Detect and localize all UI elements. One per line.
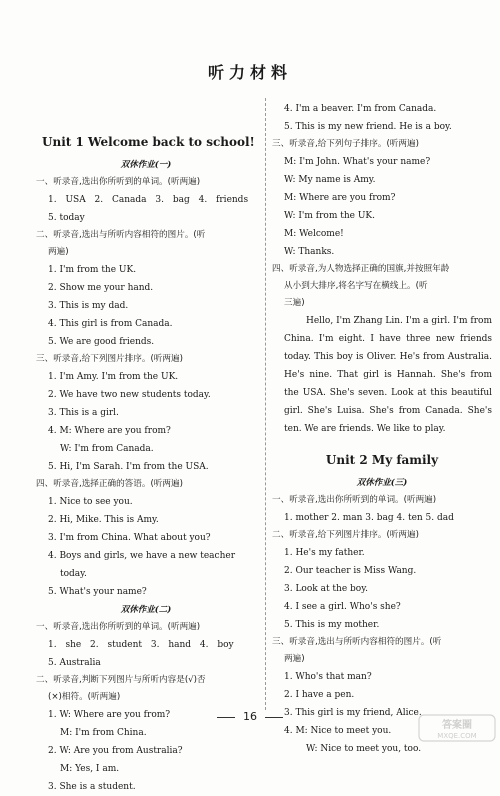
section-title <box>36 227 256 261</box>
section-title-line: 从小到大排序,将名字写在横线上。(听 <box>284 281 428 291</box>
list-item: 3. This girl is my friend, Alice. <box>284 708 422 718</box>
list-item: 5. This is my mother. <box>284 620 380 630</box>
word-list: 5. today <box>48 213 85 223</box>
list-item: 3. This is a girl. <box>48 408 119 418</box>
section-title-line: 三遍) <box>284 298 305 308</box>
dash-left <box>217 717 235 718</box>
list-item: 2. W: Are you from Australia? <box>48 746 183 756</box>
unit-1-title: Unit 1 Welcome back to school! <box>42 135 255 149</box>
homework-1-title: 双休作业(一) <box>120 160 172 170</box>
left-column <box>36 100 256 796</box>
dash-right <box>265 717 283 718</box>
list-item: 1. I'm Amy. I'm from the UK. <box>48 372 179 382</box>
list-item: 2. We have two new students today. <box>48 390 211 400</box>
section-title: 一、听录音,选出你所听到的单词。(听两遍) <box>36 622 201 632</box>
list-item: 2. Hi, Mike. This is Amy. <box>48 515 159 525</box>
list-item: 4. This girl is from Canada. <box>48 319 173 329</box>
listening-passage: Hello, I'm Zhang Lin. I'm a girl. I'm from China. I'm eight. I have three new friends today. This boy is Oliver. He's from Australia. He's nine. That girl is Hannah. She's from the USA. She's seven. Look at this beautiful girl. She's Luisa. She's from Canada. She's ten. We are friends. We like to play. <box>284 316 492 434</box>
list-item: W: I'm from Canada. <box>60 444 154 454</box>
list-item: 5. We are good friends. <box>48 337 155 347</box>
dialogue-line: M: Where are you from? <box>284 193 396 203</box>
section-title <box>272 634 492 668</box>
list-item: 2. Our teacher is Miss Wang. <box>284 566 417 576</box>
list-item: 4. M: Where are you from? <box>48 426 171 436</box>
list-item: 1. Nice to see you. <box>48 497 133 507</box>
list-item: M: I'm from China. <box>60 728 147 738</box>
list-item: 1. W: Where are you from? <box>48 710 171 720</box>
section-title-line: 四、听录音,为人物选择正确的国旗,并按照年龄 <box>272 264 450 274</box>
section-title-line: 二、听录音,选出与所听内容相符的图片。(听 <box>36 230 206 240</box>
word-list: 1. mother 2. man 3. bag 4. ten 5. dad <box>284 513 454 523</box>
list-item: 1. I'm from the UK. <box>48 265 137 275</box>
list-item: 4. M: Nice to meet you. <box>284 726 392 736</box>
list-item: 3. Look at the boy. <box>284 584 368 594</box>
list-item: 4. I'm a beaver. I'm from Canada. <box>284 104 437 114</box>
page-title: 听力材料 <box>207 63 292 82</box>
list-item: 1. Who's that man? <box>284 672 372 682</box>
section-title: 二、听录音,给下列图片排序。(听两遍) <box>272 530 419 540</box>
section-title-line: 三、听录音,选出与所听内容相符的图片。(听 <box>272 637 442 647</box>
section-title-line: 两遍) <box>48 247 69 257</box>
unit-2-title: Unit 2 My family <box>325 453 439 467</box>
list-item: 2. I have a pen. <box>284 690 355 700</box>
list-item: 1. He's my father. <box>284 548 365 558</box>
list-item: 5. What's your name? <box>48 587 147 597</box>
list-item: 3. This is my dad. <box>48 301 129 311</box>
word-list: 1. she 2. student 3. hand 4. boy <box>48 640 234 650</box>
svg-text:MXQE.COM: MXQE.COM <box>437 732 477 740</box>
dialogue-line: M: Welcome! <box>284 229 344 239</box>
homework-2-title: 双休作业(二) <box>120 605 172 615</box>
section-title-line: (×)相符。(听两遍) <box>48 692 121 702</box>
section-title <box>272 261 492 312</box>
section-title-line: 两遍) <box>284 654 305 664</box>
section-title: 一、听录音,选出你所听到的单词。(听两遍) <box>36 177 201 187</box>
list-item: today. <box>60 569 87 579</box>
column-divider <box>265 98 266 710</box>
section-title: 一、听录音,选出你所听到的单词。(听两遍) <box>272 495 437 505</box>
list-item: 3. I'm from China. What about you? <box>48 533 211 543</box>
section-title: 四、听录音,选择正确的答语。(听两遍) <box>36 479 183 489</box>
list-item: 5. Hi, I'm Sarah. I'm from the USA. <box>48 462 209 472</box>
list-item: 2. Show me your hand. <box>48 283 154 293</box>
list-item: 4. I see a girl. Who's she? <box>284 602 401 612</box>
page-number-text: 16 <box>243 710 257 723</box>
dialogue-line: W: Thanks. <box>284 247 335 257</box>
dialogue-line: M: I'm John. What's your name? <box>284 157 431 167</box>
homework-3-title: 双休作业(三) <box>356 478 408 488</box>
section-title <box>36 672 256 706</box>
dialogue-line: W: I'm from the UK. <box>284 211 376 221</box>
list-item: M: Yes, I am. <box>60 764 120 774</box>
list-item: 3. She is a student. <box>48 782 136 792</box>
word-list: 5. Australia <box>48 658 101 668</box>
word-list: 1. USA 2. Canada 3. bag 4. friends <box>48 195 249 205</box>
section-title-line: 二、听录音,判断下列图片与所听内容是(√)否 <box>36 675 206 685</box>
list-item: 4. Boys and girls, we have a new teacher <box>48 551 236 561</box>
list-item: 5. This is my new friend. He is a boy. <box>284 122 452 132</box>
svg-text:答案圈: 答案圈 <box>442 720 472 731</box>
section-title: 三、听录音,给下列句子排序。(听两遍) <box>272 139 419 149</box>
watermark-logo-icon <box>418 714 496 742</box>
right-column <box>272 100 492 758</box>
dialogue-line: W: My name is Amy. <box>284 175 376 185</box>
section-title: 三、听录音,给下列图片排序。(听两遍) <box>36 354 183 364</box>
list-item: W: Nice to meet you, too. <box>306 744 422 754</box>
